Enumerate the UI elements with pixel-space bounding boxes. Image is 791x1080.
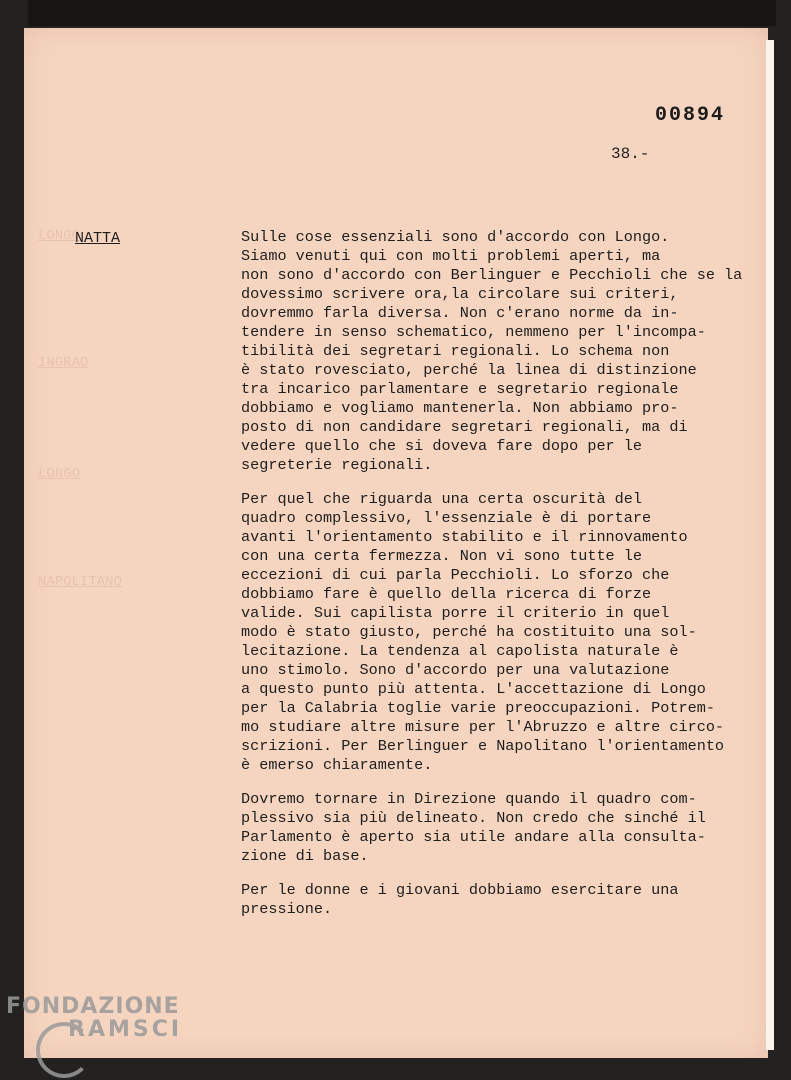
text-line: dobbiamo fare è quello della ricerca di forze bbox=[241, 585, 652, 603]
paragraph bbox=[241, 881, 761, 919]
bleed-through-name: LONGO bbox=[38, 466, 81, 482]
bleed-through-name: LONGO bbox=[38, 228, 81, 244]
text-line: Sulle cose essenziali sono d'accordo con Longo. bbox=[241, 228, 670, 246]
text-line: scrizioni. Per Berlinguer e Napolitano l'orientamento bbox=[241, 737, 725, 755]
text-line: tra incarico parlamentare e segretario regionale bbox=[241, 380, 679, 398]
bleed-through-name: NAPOLITANO bbox=[38, 574, 123, 590]
text-line: con una certa fermezza. Non vi sono tutte le bbox=[241, 547, 643, 565]
text-line: Siamo venuti qui con molti problemi aperti, ma bbox=[241, 247, 661, 265]
text-line: a questo punto più attenta. L'accettazione di Longo bbox=[241, 680, 706, 698]
watermark-line-1: FONDAZIONE bbox=[6, 994, 180, 1019]
document-number: 00894 bbox=[655, 104, 726, 127]
scanner-top-strip bbox=[28, 0, 776, 26]
text-line: dovremmo farla diversa. Non c'erano norme da in- bbox=[241, 304, 679, 322]
text-line: quadro complessivo, l'essenziale è di portare bbox=[241, 509, 652, 527]
bleed-through-name: INGRAO bbox=[38, 355, 89, 371]
text-line: dobbiamo e vogliamo mantenerla. Non abbiamo pro- bbox=[241, 399, 679, 417]
watermark-line-2: RAMSCI bbox=[68, 1017, 183, 1042]
paragraph bbox=[241, 790, 761, 866]
text-line: uno stimolo. Sono d'accordo per una valutazione bbox=[241, 661, 670, 679]
text-line: dovessimo scrivere ora,la circolare sui criteri, bbox=[241, 285, 679, 303]
text-line: segreterie regionali. bbox=[241, 456, 433, 474]
text-line: Dovremo tornare in Direzione quando il quadro com- bbox=[241, 790, 697, 808]
text-line: mo studiare altre misure per l'Abruzzo e altre circo- bbox=[241, 718, 725, 736]
text-line: eccezioni di cui parla Pecchioli. Lo sforzo che bbox=[241, 566, 670, 584]
text-line: modo è stato giusto, perché ha costituito una sol- bbox=[241, 623, 697, 641]
text-line: non sono d'accordo con Berlinguer e Pecchioli che se la bbox=[241, 266, 743, 284]
text-line: Per quel che riguarda una certa oscurità del bbox=[241, 490, 643, 508]
text-line: lecitazione. La tendenza al capolista naturale è bbox=[241, 642, 679, 660]
page-number: 38.- bbox=[611, 145, 650, 163]
text-line: avanti l'orientamento stabilito e il rinnovamento bbox=[241, 528, 688, 546]
text-line: posto di non candidare segretari regionali, ma di bbox=[241, 418, 688, 436]
paragraph bbox=[241, 228, 761, 475]
text-line: zione di base. bbox=[241, 847, 369, 865]
page-edge bbox=[766, 40, 774, 1050]
text-line: plessivo sia più delineato. Non credo che sinché il bbox=[241, 809, 706, 827]
text-line: Parlamento è aperto sia utile andare alla consulta- bbox=[241, 828, 706, 846]
speaker-name: NATTA bbox=[75, 230, 121, 247]
watermark-g-logo-icon bbox=[36, 1022, 92, 1078]
text-line: tendere in senso schematico, nemmeno per l'incompa- bbox=[241, 323, 706, 341]
text-line: valide. Sui capilista porre il criterio in quel bbox=[241, 604, 670, 622]
text-line: per la Calabria toglie varie preoccupazioni. Potrem- bbox=[241, 699, 715, 717]
text-line: Per le donne e i giovani dobbiamo esercitare una bbox=[241, 881, 679, 899]
text-line: vedere quello che si doveva fare dopo per le bbox=[241, 437, 643, 455]
text-line: pressione. bbox=[241, 900, 333, 918]
text-line: tibilità dei segretari regionali. Lo schema non bbox=[241, 342, 670, 360]
text-line: è stato rovesciato, perché la linea di distinzione bbox=[241, 361, 697, 379]
speech-text bbox=[241, 228, 761, 934]
fondazione-gramsci-watermark bbox=[6, 994, 182, 1042]
paragraph bbox=[241, 490, 761, 775]
text-line: è emerso chiaramente. bbox=[241, 756, 433, 774]
